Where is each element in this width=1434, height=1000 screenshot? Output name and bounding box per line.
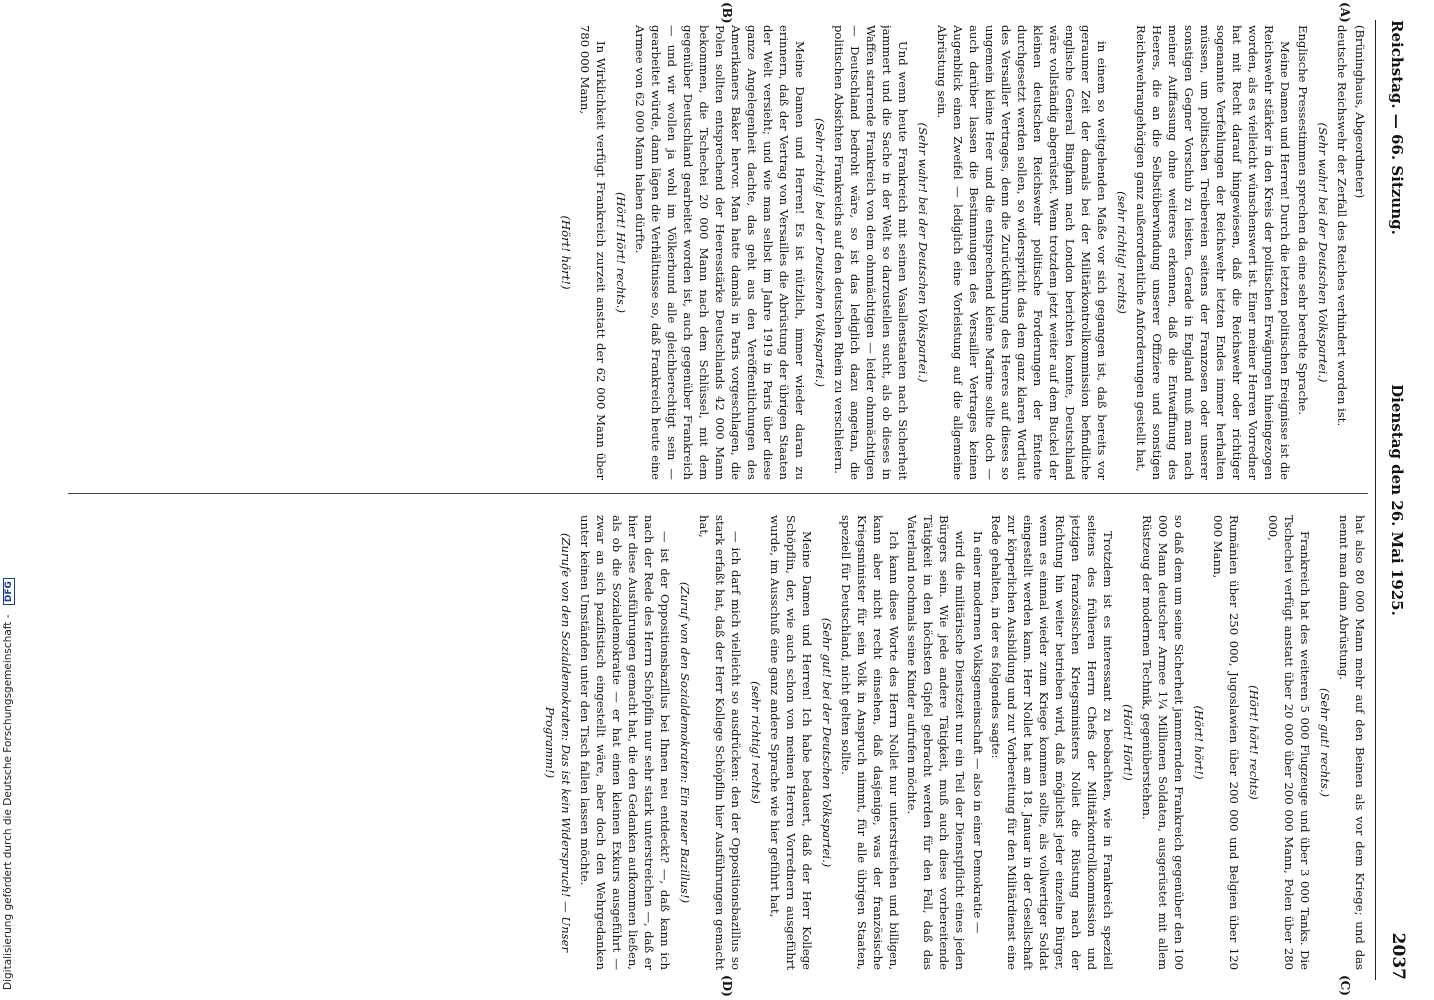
digitization-footer <box>0 0 24 1000</box>
interjection: (Sehr gut! bei der Deutschen Volkspartei.) <box>820 617 834 868</box>
paragraph: In Wirklichkeit verfügt Frankreich zurzeit anstatt der 62 000 Mann über 780 000 Mann, <box>578 25 608 480</box>
paragraph: Meine Damen und Herren! Durch die letzten politischen Ereignisse ist die Reichswehr stärker in den Kreis der politischen Erwägungen hineingezogen worden, als es vielleicht wünschenswert ist. Einer meiner Herren Vorredner hat mit Recht darauf hingewiesen, daß die Reichswehr oder richtiger sogenannte Verfehlungen der Reichswehr letzten Endes immer herhalten müssen, um politischen Treibereien seitens der Franzosen oder unserer sonstigen Gegner Vorschub zu leisten. Gerade in England muß man nach meiner Auffassung ohne weiteres erkennen, daß die Entwaffnung des Heeres, die an die Selbstüberwindung unserer Offiziere und sonstigen Reichswehrangehörigen ganz außerordentliche Anforderungen gestellt hat, <box>1134 25 1292 480</box>
interjection: (Hört! hört! rechts) <box>1247 685 1261 800</box>
interjection: (Sehr wahr! bei der Deutschen Volkspartei.) <box>916 122 930 383</box>
interjection: (Hört! Hört! rechts.) <box>614 192 628 313</box>
interjection: (Sehr richtig! bei der Deutschen Volkspartei.) <box>813 117 827 388</box>
interjection: (Sehr gut! rechts.) <box>1318 687 1332 798</box>
paragraph: hat also 80 000 Mann mehr auf den Beinen als vor dem Kriege; und das nennt man dann Abrüstung. <box>1337 515 1367 970</box>
column-divider <box>68 493 1368 494</box>
paragraph: wird die militärische Dienstzeit nur ein Teil der Dienstpflicht eines jeden Bürgers sein. Wie jede andere Tätigkeit, muß auch diese vorbereitende Tätigkeit in den höchsten Gipfel gebracht werden für den Fall, daß das Vaterland nochmals seine Kinder aufrufen möchte. <box>905 515 967 970</box>
interjection: (sehr richtig! rechts) <box>1115 191 1129 314</box>
margin-mark-b: (B) <box>720 2 734 24</box>
interjection: (Hört! hört!) <box>559 215 573 290</box>
interjection: (Hört! hört!) <box>1192 705 1206 780</box>
interjection: (Hört! Hört!) <box>1121 704 1135 781</box>
header-date: Dienstag den 26. Mai 1925. <box>1388 384 1406 616</box>
margin-mark-a: (A) <box>1338 2 1352 23</box>
paragraph: Meine Damen und Herren! Es ist nützlich, immer wieder daran zu erinnern, daß der Vertrag von Versailles die Abrüstung der übrigen Staaten der Welt versieht; und wie man selbst im Jahre 1919 in Paris über diese ganze Angelegenheit dachte, das geht aus den Veröffentlichungen des Amerikaners Baker hervor. Man hatte damals in Paris vorgeschlagen, die Polen sollten entsprechend der Heeresstärke Deutschlands 42 000 Mann bekommen, die Tschechei 20 000 Mann nach dem Schlüssel, mit dem gegenüber Deutschland gearbeitet worden ist, auch gegenüber Frankreich — und wir wollen ja wohl im Völkerbund alle gleichberechtigt sein — gearbeitet würde, dann lägen die Verhältnisse so, daß Frankreich heute eine Armee von 62 000 Mann haben dürfte. <box>633 25 807 480</box>
page-number: 2037 <box>1388 932 1408 980</box>
paragraph: In einer modernen Volksgemeinschaft — also in einer Demokratie — <box>971 531 985 934</box>
paragraph: in einem so weitgehenden Maße vor sich gegangen ist, daß bereits vor geraumer Zeit der damals bei der Militärkontrollkommission befindliche englische General Bingham nach London berichten konnte, Deutschland wäre vollständig abgerüstet. Wenn trotzdem jetzt weiter auf dem Buckel der kleinen deutschen Reichswehr politische Forderungen der Entente durchgesetzt werden sollen, so widerspricht das dem ganz klaren Wortlaut des Versailler Vertrages, denn die Zurückführung des Heeres auf dieses so ungemein kleine Heer und die entsprechend kleine Marine sollte doch — auch darüber lassen die Bestimmungen des Versailler Vertrages keinen Augenblick einen Zweifel — lediglich eine Vorleistung auf die allgemeine Abrüstung sein. <box>935 25 1109 480</box>
paragraph: Englische Pressestimmen sprechen da eine sehr beredte Sprache. <box>1296 25 1310 415</box>
paragraph: (Brüninghaus, Abgeordneter) <box>1353 25 1367 199</box>
paragraph: Ich kann diese Worte des Herrn Nollet nur unterstreichen und billigen, kann aber nicht recht einsehen, daß dasjenige, was der französische Kriegsminister für sein Volk in Anspruch nimmt, für alle übrigen Staaten, speziell für Deutschland, nicht gelten sollte. <box>839 515 901 970</box>
paragraph: — ist der Oppositionsbazillus bei Ihnen neu entdeckt? —, daß kann ich nach der Rede des Herrn Schöpflin nur sehr stark unterstreichen —, daß er hier diese Ausführungen gemacht hat, die den Gedanken aufkommen ließen, als ob die Sozialdemokratie — er hat einen kleinen Exkurs ausgeführt — zwar an sich pazifistisch eingestellt wäre, aber doch den Wehrgedanken unter keinen Umständen unter den Tisch fallen lassen möchte. <box>578 515 672 970</box>
footer-text: Digitalisierung gefördert durch die Deutsche Forschungsgemeinschaft - <box>2 614 14 990</box>
paragraph: Meine Damen und Herren! Ich habe bedauert, daß der Herr Kollege Schöpflin, der, wie auch schon von meinen Herren Vorrednern ausgeführt wurde, im Ausschuß eine ganz andere Sprache wie hier geführt hat, <box>768 515 814 970</box>
page-header <box>1375 20 1416 980</box>
paragraph: Frankreich hat des weiteren 5 000 Flugzeuge und über 3 000 Tanks. Die Tschechei verfügt anstatt über 20 000 über 200 000 Mann, Polen über 280 000, <box>1266 515 1312 970</box>
paragraph: Und wenn heute Frankreich mit seinen Vasallenstaaten nach Sicherheit jammert und die Sache in der Welt so darzustellen sucht, als ob dieses in Waffen starrende Frankreich von dem ohnmächtigen — leider ohnmächtigen — Deutschland bedroht wäre, so ist das lediglich dazu angetan, die politischen Absichten Frankreichs auf den deutschen Rhein zu verschleiern. <box>832 25 910 480</box>
paragraph: so daß dem um seine Sicherheit jammernden Frankreich gegenüber den 100 000 Mann deutscher Armee 1¼ Millionen Soldaten, ausgerüstet mit allem Rüstzeug der modernen Technik, gegenüberstehen. <box>1140 515 1186 970</box>
margin-mark-d: (D) <box>720 975 734 997</box>
paragraph: Trotzdem ist es interessant zu beobachten, wie in Frankreich speziell seitens des früheren Herrn Chefs der Militärkontrollkommission und jetzigen französischen Kriegsministers Nollet die Rüstung nach der Richtung hin weiter betrieben wird, daß möglichst jeder einzelne Bürger, wenn es einmal wieder zum Kriege kommen sollte, als vollwertiger Soldat eingestellt werden kann. Herr Nollet hat am 18. Januar in der Gesellschaft zur körperlichen Ausbildung und zur Vorbereitung für den Militärdienst eine Rede gehalten, in der es folgendes sagte: <box>989 515 1115 970</box>
interjection: (Zurufe von den Sozialdemokraten: Das ist kein Widerspruch! — Unser Programm!) <box>543 532 573 953</box>
interjection: (Sehr wahr! bei der Deutschen Volkspartei.) <box>1316 122 1330 383</box>
right-column <box>208 515 1368 970</box>
dfg-logo: DFG <box>3 578 15 605</box>
interjection: (sehr richtig! rechts) <box>749 681 763 804</box>
header-session: Reichstag. — 66. Sitzung. <box>1388 20 1406 235</box>
margin-mark-c: (C) <box>1338 975 1352 996</box>
left-column <box>208 25 1368 480</box>
interjection: (Zuruf von den Sozialdemokraten: Ein neuer Bazillus!) <box>678 581 692 904</box>
paragraph: deutsche Reichswehr der Zerfall des Reiches verhindert worden ist. <box>1335 25 1349 427</box>
paragraph: — ich darf mich vielleicht so ausdrücken: den der Oppositionsbazillus so stark erfaßt hat, daß der Herr Kollege Schöpflin hier Ausführungen gemacht hat, <box>697 515 743 970</box>
paragraph: Rumänien über 250 000, Jugoslawien über 200 000 und Belgien über 120 000 Mann, <box>1211 515 1241 970</box>
